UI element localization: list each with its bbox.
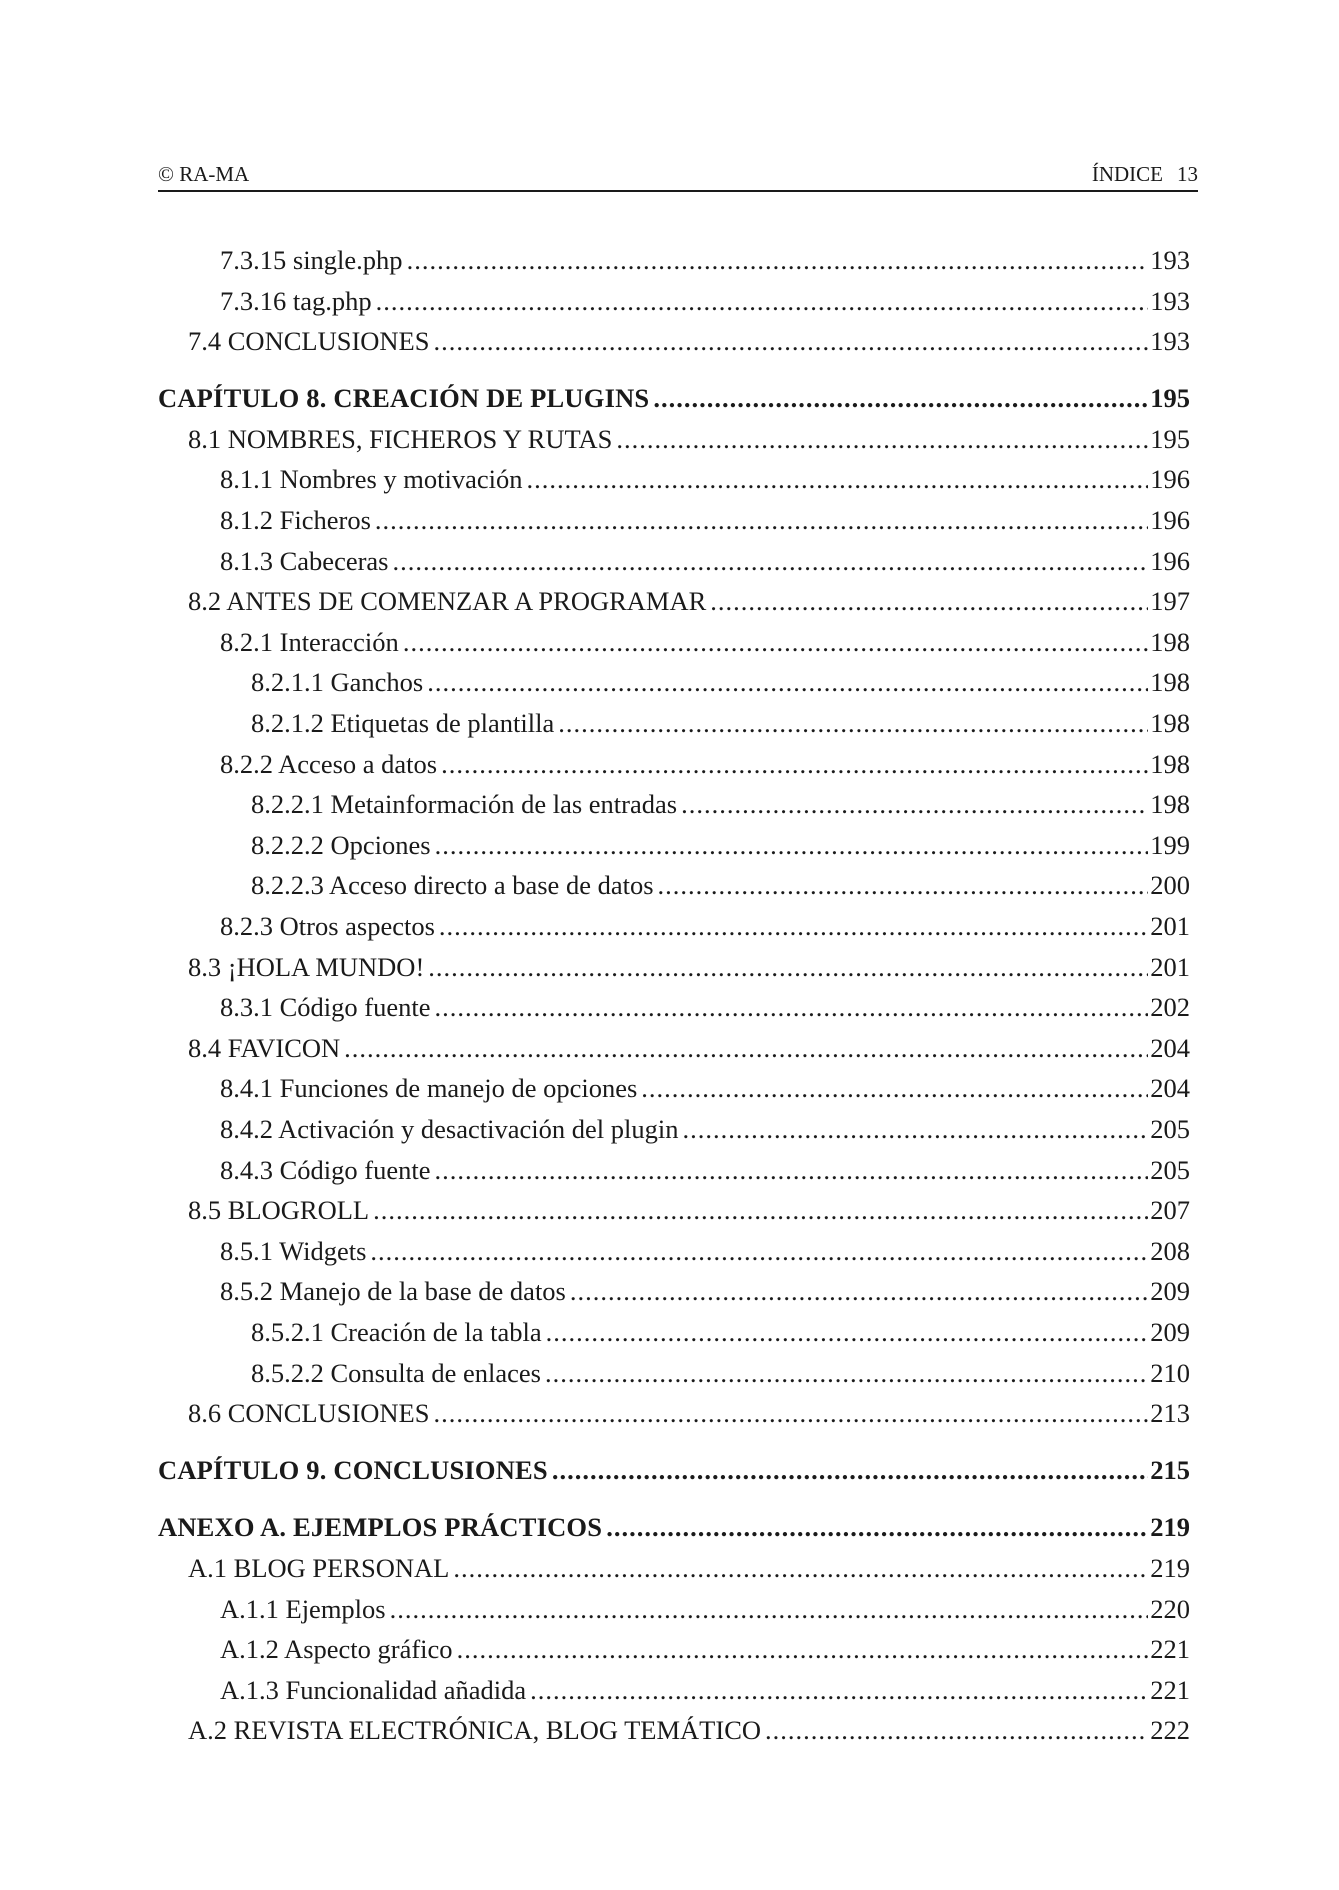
toc-entry-title: 8.3 ¡HOLA MUNDO!: [188, 951, 425, 982]
toc-entry: [158, 581, 1190, 622]
toc-entry-page: 202: [1150, 992, 1190, 1023]
toc-entry: [158, 1629, 1190, 1670]
dot-leader: [373, 1190, 1148, 1231]
toc-entry-title: 8.2.3 Otros aspectos: [220, 911, 435, 941]
toc-entry: [158, 744, 1190, 785]
toc-entry-title: 8.1.1 Nombres y motivación: [220, 464, 523, 495]
toc-entry-title: 8.2.1 Interacción: [220, 626, 399, 657]
toc-entry-title: 8.5.2.2 Consulta de enlaces: [251, 1357, 541, 1388]
toc-entry-title: A.1.3 Funcionalidad añadida: [220, 1674, 527, 1705]
toc-entry-title: A.1.1 Ejemplos: [220, 1593, 386, 1624]
toc-entry-title: 8.5.1 Widgets: [220, 1235, 367, 1266]
toc-entry-title: CAPÍTULO 8. CREACIÓN DE PLUGINS: [158, 383, 650, 414]
dot-leader: [441, 744, 1148, 785]
toc-entry-page: 219: [1150, 1512, 1190, 1543]
toc-entry-title: CAPÍTULO 9. CONCLUSIONES: [158, 1455, 548, 1486]
dot-leader: [435, 1150, 1149, 1191]
toc-entry: [158, 500, 1190, 541]
toc-entry-title: A.1.2 Aspecto gráfico: [220, 1634, 453, 1665]
toc-entry: [158, 1548, 1190, 1589]
toc-entry-page: 198: [1150, 667, 1190, 698]
dot-leader: [570, 1271, 1148, 1312]
toc-entry-page: 219: [1150, 1552, 1190, 1583]
dot-leader: [530, 1670, 1148, 1711]
toc-entry-page: 204: [1150, 1032, 1190, 1063]
toc-entry-page: 204: [1150, 1073, 1190, 1104]
dot-leader: [681, 784, 1148, 825]
dot-leader: [375, 500, 1148, 541]
toc-entry-title: 8.1.2 Ficheros: [220, 505, 371, 536]
toc-entry: [158, 1670, 1190, 1711]
toc-entry-page: 198: [1150, 708, 1190, 739]
toc-chapter-entry: [158, 378, 1190, 419]
page-header: [158, 160, 1198, 192]
toc-entry: [158, 281, 1190, 322]
toc-entry-title: 7.3.15 single.php: [220, 245, 403, 275]
toc-entry-title: 8.4 FAVICON: [188, 1032, 341, 1063]
dot-leader: [433, 1393, 1148, 1434]
toc-entry-page: 210: [1150, 1357, 1190, 1388]
toc-entry: [158, 703, 1190, 744]
toc-entry-page: 207: [1150, 1195, 1190, 1226]
toc-entry-title: A.1 BLOG PERSONAL: [188, 1552, 450, 1583]
toc-entry: [158, 947, 1190, 988]
toc-entry: [158, 1393, 1190, 1434]
toc-entry-title: 8.4.3 Código fuente: [220, 1154, 431, 1185]
toc-entry-page: 196: [1150, 545, 1190, 576]
toc-entry-page: 200: [1150, 870, 1190, 901]
dot-leader: [428, 947, 1148, 988]
dot-leader: [393, 541, 1149, 582]
toc-entry: [158, 987, 1190, 1028]
dot-leader: [765, 1710, 1148, 1751]
table-of-contents: [158, 240, 1190, 1751]
toc-entry: [158, 662, 1190, 703]
dot-leader: [653, 378, 1148, 419]
toc-entry-title: 8.4.1 Funciones de manejo de opciones: [220, 1073, 638, 1104]
toc-entry-page: 193: [1150, 285, 1190, 316]
toc-entry: [158, 906, 1190, 947]
toc-entry: [158, 1271, 1190, 1312]
toc-entry-title: 8.2 ANTES DE COMENZAR A PROGRAMAR: [188, 586, 707, 617]
toc-entry-page: 208: [1150, 1235, 1190, 1266]
toc-entry-title: 8.5.2.1 Creación de la tabla: [251, 1316, 542, 1347]
toc-entry-title: 8.1 NOMBRES, FICHEROS Y RUTAS: [188, 423, 613, 454]
dot-leader: [558, 703, 1148, 744]
toc-entry-title: 8.2.2.3 Acceso directo a base de datos: [251, 870, 654, 901]
toc-entry-title: 8.5.2 Manejo de la base de datos: [220, 1276, 566, 1307]
dot-leader: [453, 1548, 1148, 1589]
dot-leader: [407, 240, 1149, 281]
toc-chapter-entry: [158, 1450, 1190, 1491]
toc-entry-page: 195: [1150, 383, 1190, 414]
dot-leader: [641, 1068, 1148, 1109]
toc-entry-page: 198: [1150, 748, 1190, 779]
toc-entry-title: 8.4.2 Activación y desactivación del plugin: [220, 1113, 679, 1144]
toc-entry-page: 205: [1150, 1113, 1190, 1144]
dot-leader: [427, 662, 1148, 703]
dot-leader: [435, 825, 1149, 866]
section-name: ÍNDICE: [1091, 162, 1163, 186]
dot-leader: [457, 1629, 1149, 1670]
dot-leader: [433, 321, 1148, 362]
toc-entry-title: A.2 REVISTA ELECTRÓNICA, BLOG TEMÁTICO: [188, 1715, 762, 1746]
toc-entry-page: 201: [1150, 911, 1190, 941]
toc-entry-title: 8.6 CONCLUSIONES: [188, 1398, 430, 1429]
toc-entry-page: 193: [1150, 245, 1190, 275]
toc-entry: [158, 1231, 1190, 1272]
toc-entry-page: 199: [1150, 829, 1190, 860]
running-title: [1092, 162, 1198, 187]
dot-leader: [370, 1231, 1148, 1272]
toc-entry: [158, 865, 1190, 906]
dot-leader: [616, 419, 1148, 460]
dot-leader: [606, 1507, 1148, 1548]
toc-entry-page: 209: [1150, 1276, 1190, 1307]
toc-entry-page: 198: [1150, 626, 1190, 657]
toc-entry-page: 220: [1150, 1593, 1190, 1624]
toc-entry-page: 195: [1150, 423, 1190, 454]
toc-entry: [158, 1190, 1190, 1231]
toc-entry-page: 197: [1150, 586, 1190, 617]
toc-entry-title: 8.2.1.1 Ganchos: [251, 667, 424, 698]
toc-entry-page: 209: [1150, 1316, 1190, 1347]
toc-chapter-entry: [158, 1507, 1190, 1548]
toc-entry: [158, 459, 1190, 500]
toc-entry-title: 8.5 BLOGROLL: [188, 1195, 370, 1226]
toc-entry: [158, 1710, 1190, 1751]
toc-entry-title: 8.2.1.2 Etiquetas de plantilla: [251, 708, 555, 739]
toc-entry-page: 221: [1150, 1634, 1190, 1665]
toc-entry-page: 221: [1150, 1674, 1190, 1705]
dot-leader: [682, 1109, 1148, 1150]
toc-entry: [158, 1589, 1190, 1630]
toc-entry-title: 8.2.2 Acceso a datos: [220, 748, 438, 779]
toc-entry-title: 8.3.1 Código fuente: [220, 992, 431, 1023]
dot-leader: [403, 622, 1148, 663]
toc-entry: [158, 419, 1190, 460]
toc-entry-title: 8.1.3 Cabeceras: [220, 545, 389, 576]
toc-entry: [158, 321, 1190, 362]
dot-leader: [439, 906, 1148, 947]
toc-entry: [158, 1028, 1190, 1069]
publisher-copyright: © RA-MA: [158, 162, 250, 186]
dot-leader: [435, 987, 1149, 1028]
toc-entry: [158, 541, 1190, 582]
dot-leader: [376, 281, 1149, 322]
dot-leader: [390, 1589, 1149, 1630]
toc-entry-page: 201: [1150, 951, 1190, 982]
toc-entry-title: 8.2.2.1 Metainformación de las entradas: [251, 789, 678, 820]
dot-leader: [552, 1450, 1148, 1491]
toc-entry-title: ANEXO A. EJEMPLOS PRÁCTICOS: [158, 1512, 603, 1543]
toc-entry-page: 196: [1150, 505, 1190, 536]
toc-entry: [158, 1109, 1190, 1150]
toc-entry-page: 196: [1150, 464, 1190, 495]
toc-entry: [158, 240, 1190, 281]
toc-entry-page: 215: [1150, 1455, 1190, 1486]
toc-entry-title: 7.3.16 tag.php: [220, 285, 372, 316]
toc-entry-page: 198: [1150, 789, 1190, 820]
toc-entry-title: 7.4 CONCLUSIONES: [188, 326, 430, 357]
toc-entry-page: 205: [1150, 1154, 1190, 1185]
toc-entry: [158, 825, 1190, 866]
dot-leader: [546, 1312, 1149, 1353]
toc-entry: [158, 1312, 1190, 1353]
toc-entry-page: 213: [1150, 1398, 1190, 1429]
dot-leader: [710, 581, 1148, 622]
dot-leader: [344, 1028, 1148, 1069]
toc-entry: [158, 1150, 1190, 1191]
dot-leader: [658, 865, 1149, 906]
toc-entry: [158, 622, 1190, 663]
toc-entry-page: 222: [1150, 1715, 1190, 1746]
toc-entry: [158, 1068, 1190, 1109]
toc-entry: [158, 784, 1190, 825]
toc-entry: [158, 1353, 1190, 1394]
toc-entry-title: 8.2.2.2 Opciones: [251, 829, 431, 860]
page-number: 13: [1177, 162, 1198, 186]
toc-entry-page: 193: [1150, 326, 1190, 357]
dot-leader: [527, 459, 1149, 500]
dot-leader: [545, 1353, 1148, 1394]
